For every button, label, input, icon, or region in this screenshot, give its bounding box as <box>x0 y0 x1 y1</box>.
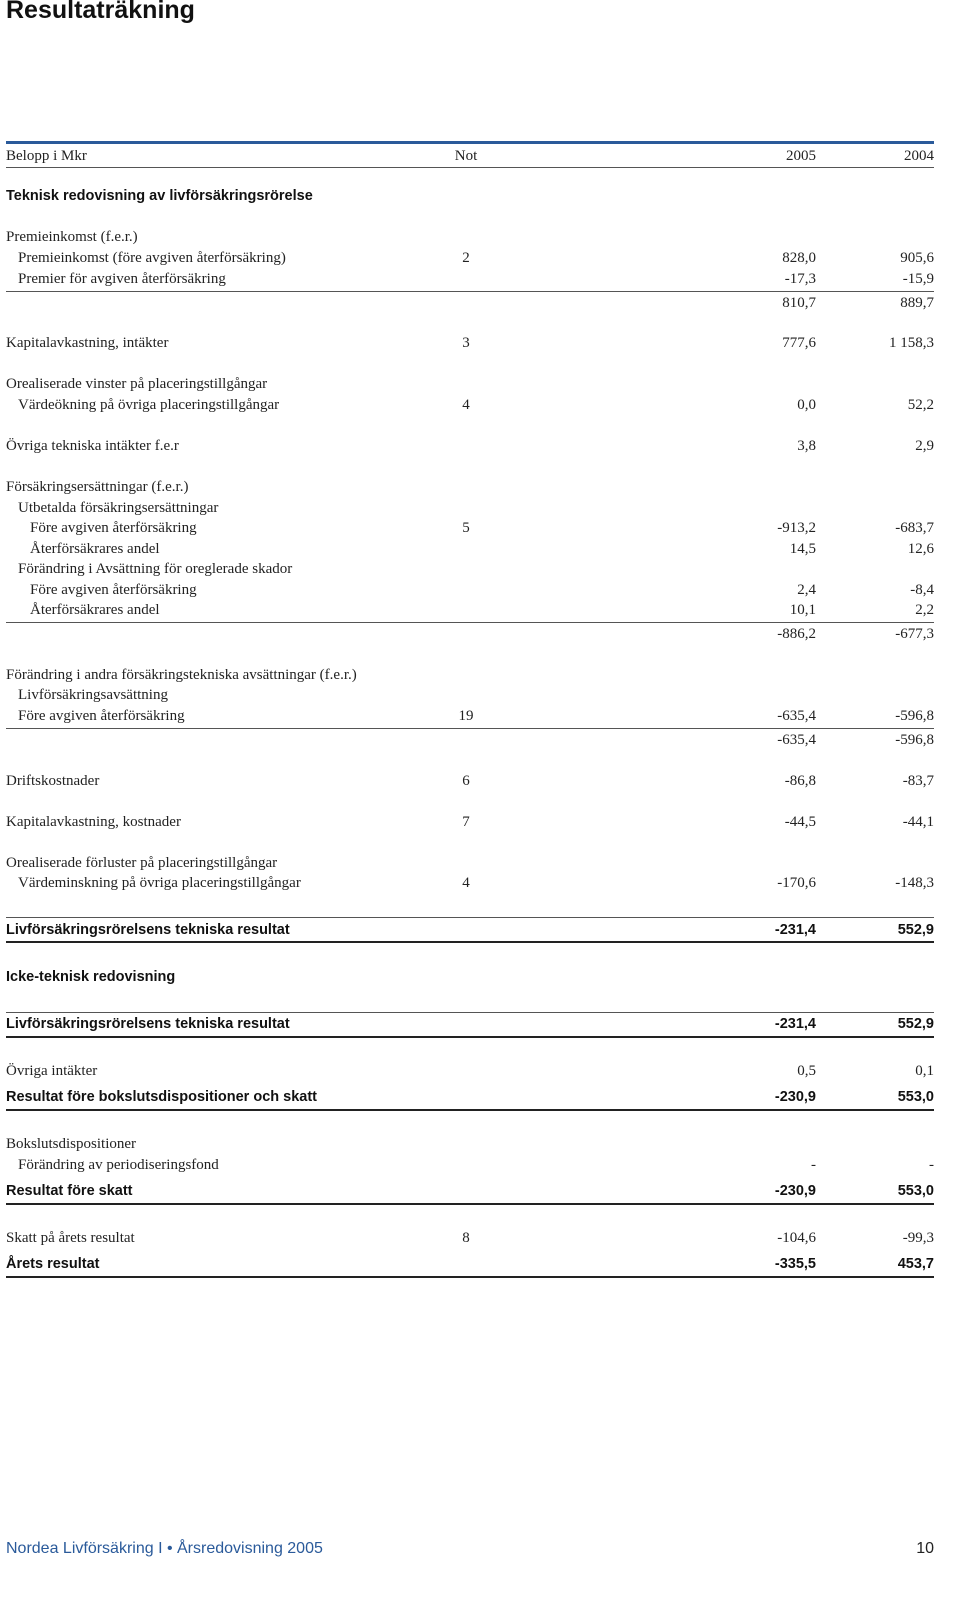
row-value-2005: -86,8 <box>784 773 816 789</box>
row-value-2004: 889,7 <box>900 295 934 311</box>
row-label: Försäkringsersättningar (f.e.r.) <box>6 479 189 495</box>
row-label: Årets resultat <box>6 1256 100 1272</box>
table-row <box>6 186 934 206</box>
table-row <box>6 333 934 353</box>
row-label: Kapitalavkastning, kostnader <box>6 814 181 830</box>
header-top-rule <box>6 141 934 144</box>
row-value-2005: 10,1 <box>789 602 816 618</box>
row-value-2005: 828,0 <box>782 250 816 266</box>
total-rule <box>6 1036 934 1038</box>
row-value-2005: 777,6 <box>782 335 816 351</box>
row-value-2005: -44,5 <box>784 814 816 830</box>
row-note: 2 <box>462 250 470 266</box>
row-value-2005: -104,6 <box>777 1230 816 1246</box>
column-header-label: Belopp i Mkr <box>6 148 87 164</box>
table-row <box>6 1134 934 1154</box>
row-value-2004: -683,7 <box>895 520 934 536</box>
row-note: 19 <box>458 708 474 724</box>
table-row <box>6 374 934 394</box>
table-row <box>6 1061 934 1081</box>
row-value-2004: - <box>929 1157 934 1173</box>
row-value-2005: -230,9 <box>774 1183 816 1199</box>
row-note: 4 <box>462 397 470 413</box>
row-value-2005: -170,6 <box>777 875 816 891</box>
row-label: Kapitalavkastning, intäkter <box>6 335 169 351</box>
row-label: Livförsäkringsrörelsens tekniska resultat <box>6 922 290 938</box>
row-label: Resultat före bokslutsdispositioner och skatt <box>6 1089 317 1105</box>
column-header-row <box>6 146 934 166</box>
table-row <box>6 293 934 313</box>
table-row <box>6 665 934 685</box>
total-rule <box>6 1203 934 1205</box>
row-value-2004: 552,9 <box>897 922 934 938</box>
table-row <box>6 812 934 832</box>
table-row <box>6 706 934 726</box>
row-label: Driftskostnader <box>6 773 100 789</box>
row-value-2005: -635,4 <box>777 708 816 724</box>
table-row <box>6 967 934 987</box>
row-label: Icke-teknisk redovisning <box>6 969 176 985</box>
subtotal-rule <box>6 728 934 729</box>
table-row <box>6 600 934 620</box>
row-label: Förändring av periodiseringsfond <box>18 1157 219 1173</box>
row-note: 7 <box>462 814 470 830</box>
row-value-2005: 810,7 <box>782 295 816 311</box>
table-row <box>6 518 934 538</box>
row-value-2004: 0,1 <box>915 1063 934 1079</box>
row-value-2004: -44,1 <box>902 814 934 830</box>
table-row <box>6 1087 934 1107</box>
table-row <box>6 477 934 497</box>
table-row <box>6 498 934 518</box>
row-value-2004: 553,0 <box>897 1089 934 1105</box>
row-value-2005: -335,5 <box>774 1256 816 1272</box>
row-value-2004: -596,8 <box>895 708 934 724</box>
row-label: Premieinkomst (före avgiven återförsäkring) <box>18 250 286 266</box>
table-row <box>6 1014 934 1034</box>
table-row <box>6 559 934 579</box>
row-value-2005: -17,3 <box>784 271 816 287</box>
row-label: Före avgiven återförsäkring <box>30 582 197 598</box>
row-label: Premier för avgiven återförsäkring <box>18 271 226 287</box>
total-rule <box>6 1276 934 1278</box>
row-value-2005: -230,9 <box>774 1089 816 1105</box>
row-label: Premieinkomst (f.e.r.) <box>6 229 138 245</box>
page-footer <box>6 1540 934 1562</box>
row-label: Orealiserade förluster på placeringstillgångar <box>6 855 278 871</box>
row-label: Återförsäkrares andel <box>30 541 160 557</box>
table-row <box>6 685 934 705</box>
row-label: Före avgiven återförsäkring <box>18 708 185 724</box>
row-label: Värdeminskning på övriga placeringstillgångar <box>18 875 301 891</box>
row-value-2004: 52,2 <box>907 397 934 413</box>
table-row <box>6 436 934 456</box>
row-label: Resultat före skatt <box>6 1183 133 1199</box>
footer-page-number: 10 <box>916 1540 934 1557</box>
row-value-2005: - <box>811 1157 816 1173</box>
row-label: Utbetalda försäkringsersättningar <box>18 500 219 516</box>
row-value-2004: -148,3 <box>895 875 934 891</box>
total-rule <box>6 941 934 943</box>
total-rule <box>6 1109 934 1111</box>
row-note: 3 <box>462 335 470 351</box>
table-row <box>6 269 934 289</box>
row-label: Återförsäkrares andel <box>30 602 160 618</box>
row-value-2005: 3,8 <box>797 438 816 454</box>
row-label: Övriga tekniska intäkter f.e.r <box>6 438 179 454</box>
row-value-2005: 14,5 <box>789 541 816 557</box>
row-value-2005: -635,4 <box>777 732 816 748</box>
row-label: Bokslutsdispositioner <box>6 1136 137 1152</box>
row-value-2004: -8,4 <box>910 582 934 598</box>
table-row <box>6 1254 934 1274</box>
subtotal-rule <box>6 622 934 623</box>
row-value-2004: 552,9 <box>897 1016 934 1032</box>
section-rule <box>6 1012 934 1013</box>
row-value-2004: -677,3 <box>895 626 934 642</box>
row-label: Före avgiven återförsäkring <box>30 520 197 536</box>
column-header-2004: 2004 <box>904 148 934 164</box>
row-note: 6 <box>462 773 470 789</box>
row-label: Övriga intäkter <box>6 1063 98 1079</box>
table-row <box>6 920 934 940</box>
row-note: 4 <box>462 875 470 891</box>
row-value-2004: 453,7 <box>897 1256 934 1272</box>
table-row <box>6 771 934 791</box>
row-value-2004: 905,6 <box>900 250 934 266</box>
row-note: 5 <box>462 520 470 536</box>
table-row <box>6 395 934 415</box>
table-row <box>6 248 934 268</box>
row-value-2004: 12,6 <box>907 541 934 557</box>
table-row <box>6 624 934 644</box>
table-row <box>6 539 934 559</box>
row-value-2004: 2,9 <box>915 438 934 454</box>
row-value-2004: 553,0 <box>897 1183 934 1199</box>
page-title: Resultaträkning <box>6 0 195 24</box>
row-label: Skatt på årets resultat <box>6 1230 135 1246</box>
row-value-2005: -886,2 <box>777 626 816 642</box>
row-value-2005: -231,4 <box>774 1016 816 1032</box>
row-value-2004: -596,8 <box>895 732 934 748</box>
table-row <box>6 1228 934 1248</box>
table-row <box>6 873 934 893</box>
column-header-2005: 2005 <box>786 148 816 164</box>
table-row <box>6 730 934 750</box>
row-value-2005: 2,4 <box>797 582 816 598</box>
table-row <box>6 1181 934 1201</box>
row-value-2005: 0,5 <box>797 1063 816 1079</box>
row-label: Livförsäkringsrörelsens tekniska resultat <box>6 1016 290 1032</box>
row-label: Värdeökning på övriga placeringstillgångar <box>18 397 280 413</box>
table-row <box>6 227 934 247</box>
table-row <box>6 853 934 873</box>
table-row <box>6 580 934 600</box>
row-label: Orealiserade vinster på placeringstillgångar <box>6 376 268 392</box>
row-value-2004: -15,9 <box>902 271 934 287</box>
subtotal-rule <box>6 291 934 292</box>
table-row <box>6 1155 934 1175</box>
section-rule <box>6 917 934 918</box>
row-value-2004: 2,2 <box>915 602 934 618</box>
header-bottom-rule <box>6 167 934 168</box>
row-label: Förändring i andra försäkringstekniska avsättningar (f.e.r.) <box>6 667 357 683</box>
row-label: Livförsäkringsavsättning <box>18 687 168 703</box>
row-note: 8 <box>462 1230 470 1246</box>
row-value-2005: 0,0 <box>797 397 816 413</box>
row-value-2005: -231,4 <box>774 922 816 938</box>
row-value-2005: -913,2 <box>777 520 816 536</box>
row-label: Teknisk redovisning av livförsäkringsrörelse <box>6 188 313 204</box>
row-value-2004: -99,3 <box>902 1230 934 1246</box>
row-label: Förändring i Avsättning för oreglerade skador <box>18 561 293 577</box>
row-value-2004: 1 158,3 <box>889 335 934 351</box>
column-header-note: Not <box>454 148 478 164</box>
row-value-2004: -83,7 <box>902 773 934 789</box>
footer-publication: Nordea Livförsäkring I • Årsredovisning 2005 <box>6 1540 323 1557</box>
